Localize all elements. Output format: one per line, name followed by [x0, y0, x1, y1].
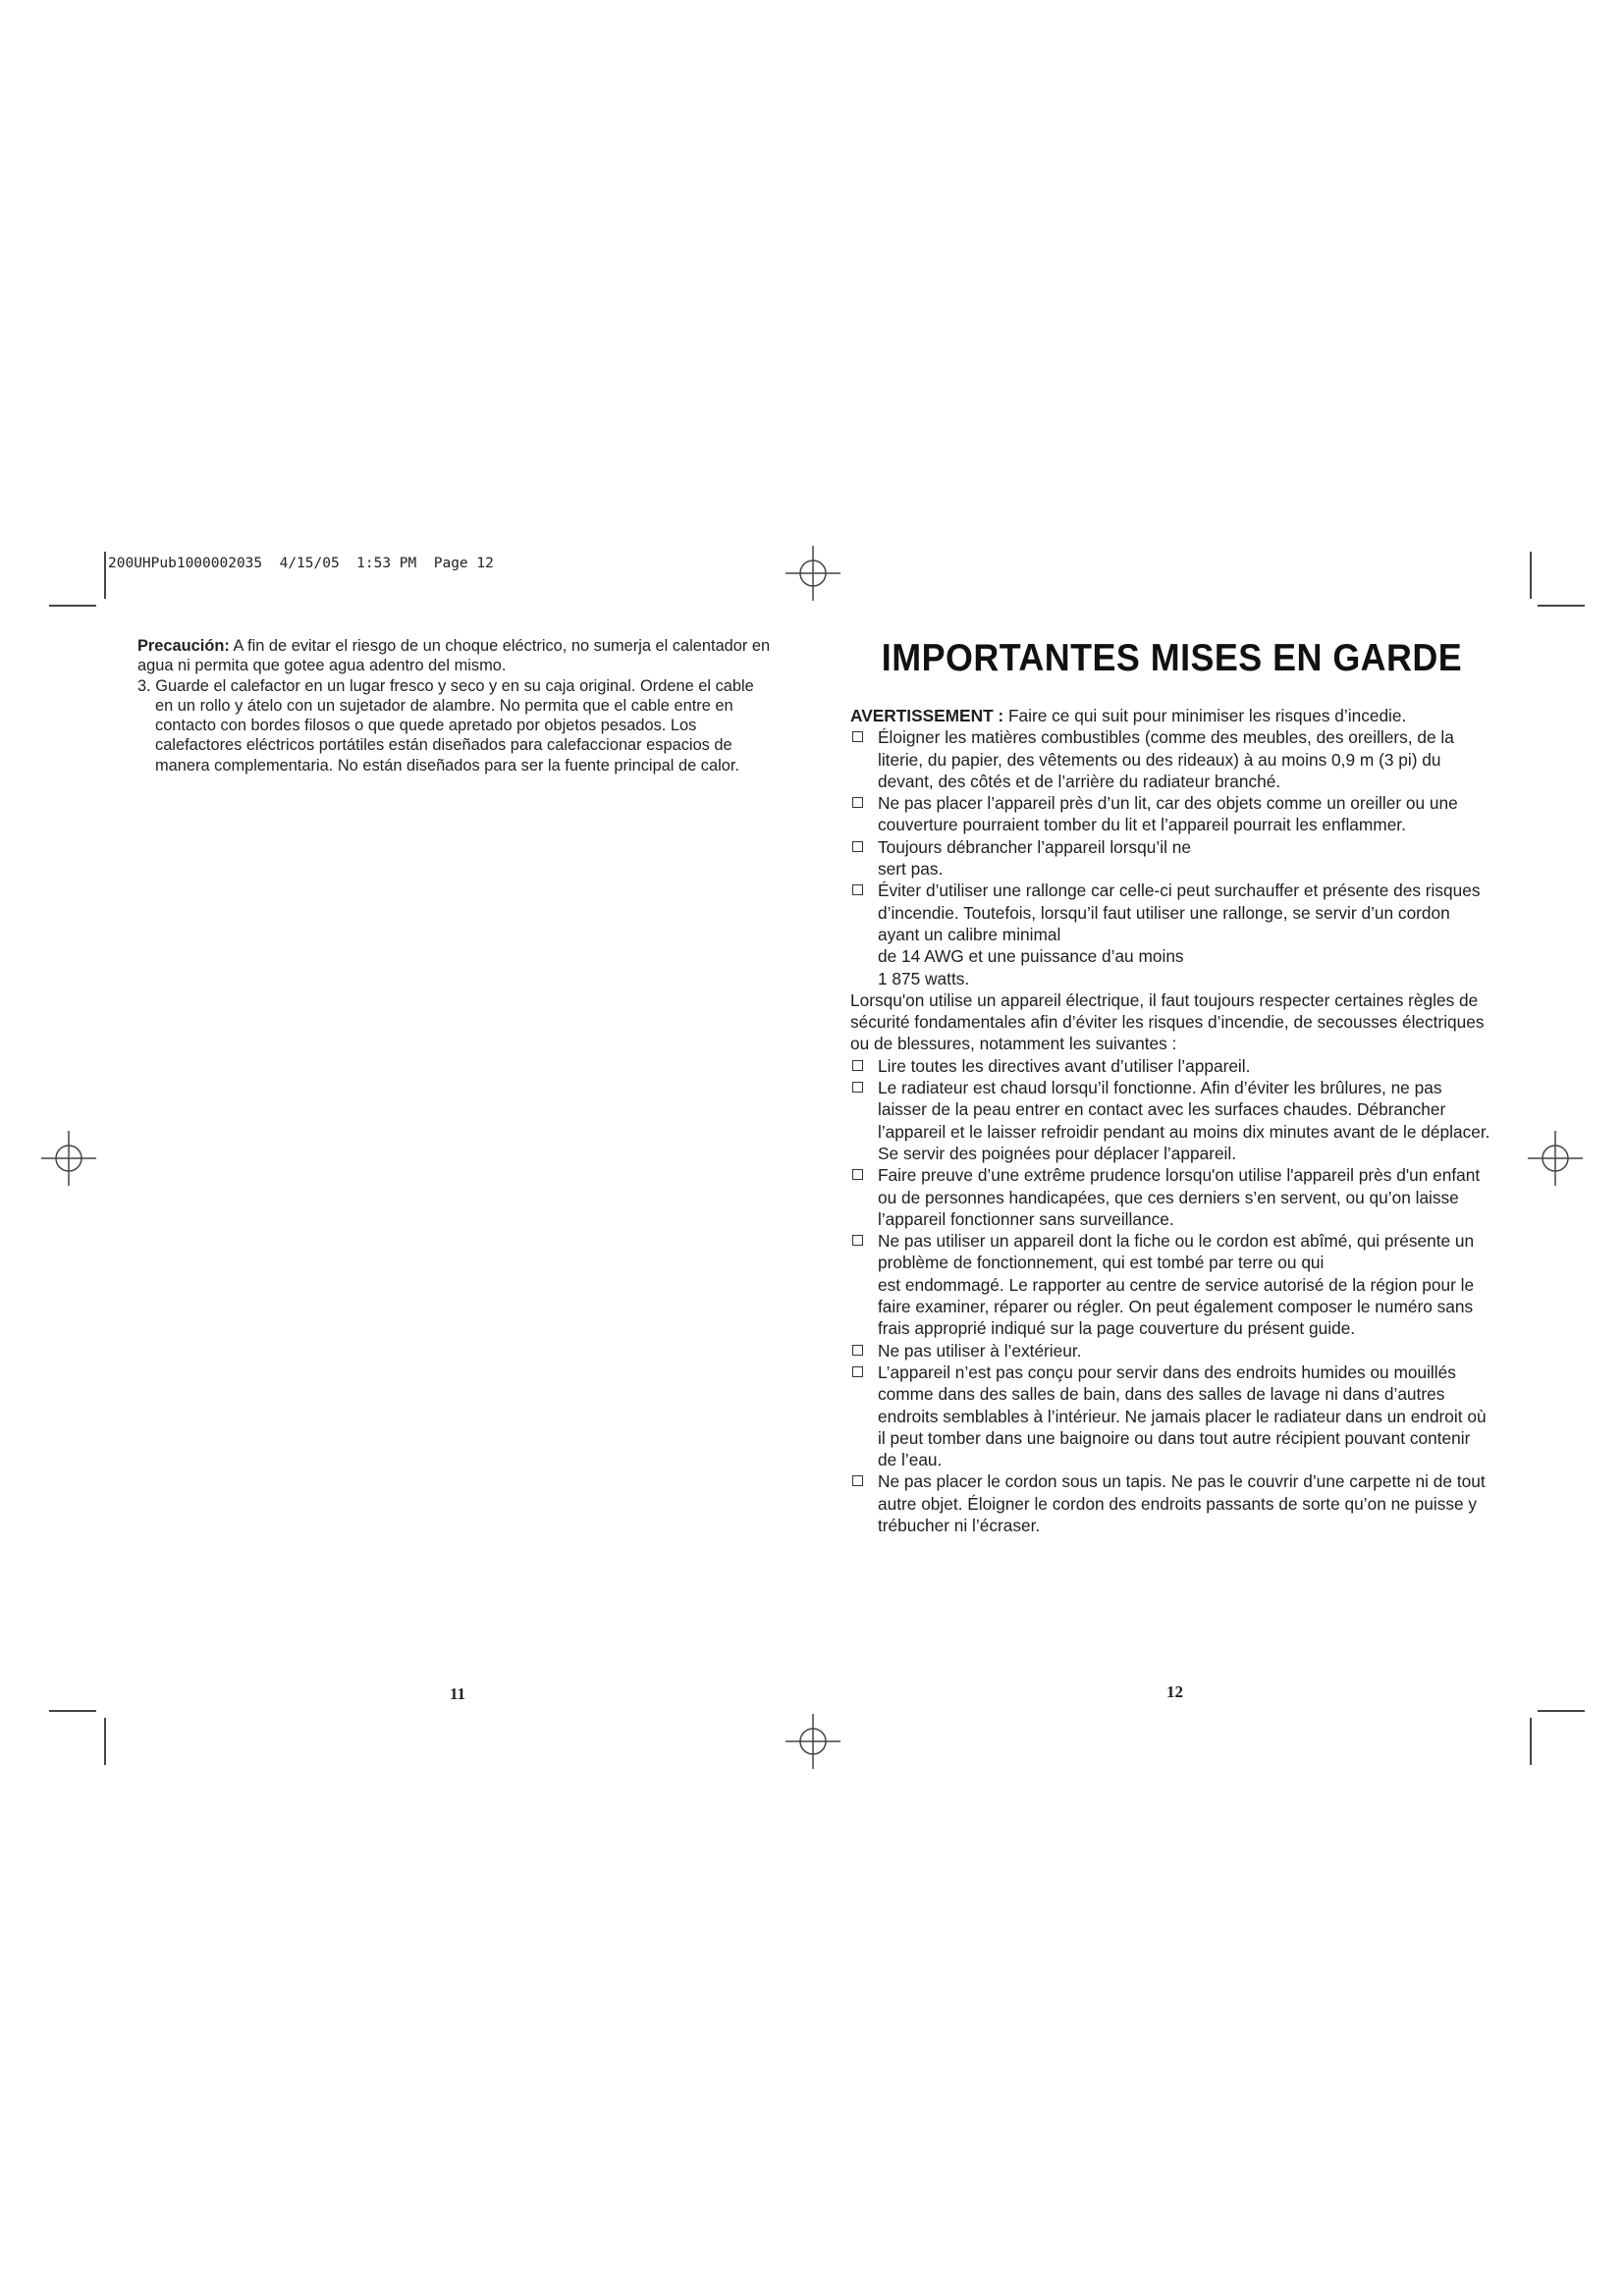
checkbox-bullet-icon [852, 841, 863, 852]
list-item-text: Le radiateur est chaud lorsqu’il fonctionne. Afin d’éviter les brûlures, ne pas laisser de la peau entrer en contact avec les surfaces chaudes. Débrancher l’appareil et le laisser refroidir pendant au moins dix minutes avant de le déplacer. Se servir des poignées pour déplacer l’appareil. [878, 1078, 1490, 1163]
crop-mark-bottom-right-vertical [1530, 1718, 1532, 1765]
caution-text: A fin de evitar el riesgo de un choque eléctrico, no sumerja el calentador en agua ni permita que gotee agua adentro del mismo. [137, 637, 771, 675]
registration-mark-top-icon [784, 544, 842, 603]
crop-mark-bottom-left-vertical [104, 1718, 106, 1765]
list-item [850, 1055, 1493, 1077]
checkbox-bullet-icon [852, 1366, 863, 1377]
checkbox-bullet-icon [852, 884, 863, 895]
registration-mark-left-icon [39, 1129, 98, 1188]
page-number-left: 11 [450, 1684, 466, 1703]
right-page-content [850, 636, 1493, 1536]
list-item-text: Ne pas utiliser à l’extérieur. [878, 1340, 1082, 1361]
print-slug: 200UHPub1000002035 4/15/05 1:53 PM Page 12 [108, 556, 494, 571]
list-item [850, 1362, 1493, 1470]
list-item [850, 880, 1493, 988]
caution-paragraph [137, 636, 774, 676]
page-number-right: 12 [1166, 1682, 1183, 1701]
list-item-text: Ne pas utiliser un appareil dont la fiche ou le cordon est abîmé, qui présente un problème de fonctionnement, qui est tombé par terre ou qui est endommagé. Le rapporter au centre de service autorisé de la région pour le faire examiner, réparer ou régler. On peut également composer le numéro sans frais approprié indiqué sur la page couverture du présent guide. [878, 1231, 1475, 1339]
crop-mark-top-left-horizontal [49, 605, 96, 607]
list-item-text: Ne pas placer le cordon sous un tapis. Ne pas le couvrir d’une carpette ni de tout autre objet. Éloigner le cordon des endroits passants de sorte qu’on ne puisse y trébucher ni l’écraser. [878, 1471, 1486, 1535]
checkbox-bullet-icon [852, 797, 863, 808]
list-item [850, 1340, 1493, 1362]
list-item [850, 1470, 1493, 1536]
list-item-text: Éviter d’utiliser une rallonge car celle-ci peut surchauffer et présente des risques d’incendie. Toutefois, lorsqu’il faut utiliser une rallonge, se servir d’un cordon ayant un calibre minimal de 14 AWG et une puissance d’au moins 1 875 watts. [878, 881, 1481, 988]
list-item-text: Lire toutes les directives avant d’utiliser l’appareil. [878, 1055, 1251, 1076]
list-item-text: Faire preuve d’une extrême prudence lorsqu'on utilise l'appareil près d'un enfant ou de personnes handicapées, que ces derniers s’en servent, ou qu’on laisse l’appareil fonctionner sans surveillance. [878, 1165, 1481, 1229]
registration-mark-right-icon [1526, 1129, 1585, 1188]
crop-mark-bottom-right-horizontal [1538, 1710, 1585, 1712]
safety-intro-paragraph: Lorsqu'on utilise un appareil électrique, il faut toujours respecter certaines règles de sécurité fondamentales afin d’éviter les risques d’incendie, de secousses électriques ou de blessures, notamment les suivantes : [850, 989, 1485, 1054]
registration-mark-bottom-icon [784, 1712, 842, 1771]
crop-mark-top-right-vertical [1530, 552, 1532, 599]
crop-mark-bottom-left-horizontal [49, 1710, 96, 1712]
list-item [850, 1230, 1493, 1339]
checkbox-bullet-icon [852, 731, 863, 742]
crop-mark-top-left-vertical [104, 552, 106, 599]
list-item-text: Toujours débrancher l’appareil lorsqu’il ne sert pas. [878, 836, 1191, 880]
list-item-text: Ne pas placer l’appareil près d’un lit, car des objets comme un oreiller ou une couverture pourraient tomber du lit et l’appareil pourrait les enflammer. [878, 793, 1458, 835]
warning-text: Faire ce qui suit pour minimiser les risques d’incedie. [1003, 706, 1407, 725]
list-item [850, 792, 1493, 836]
list-item-3: 3. Guarde el calefactor en un lugar fresco y seco y en su caja original. Ordene el cable en un rollo y átelo con un sujetador de alambre. No permita que el cable entre en contacto con bordes filosos o que quede apretado por objetos pesados. Los calefactores eléctricos portátiles están diseñados para calefaccionar espacios de manera complementaria. No están diseñados para ser la fuente principal de calor. [137, 676, 754, 774]
crop-mark-top-right-horizontal [1538, 605, 1585, 607]
list-item [850, 1164, 1493, 1230]
checkbox-bullet-icon [852, 1082, 863, 1093]
list-item-text: Éloigner les matières combustibles (comme des meubles, des oreillers, de la literie, du papier, des vêtements ou des rideaux) à au moins 0,9 m (3 pi) du devant, des côtés et de l’arrière du radiateur branché. [878, 727, 1454, 791]
list-item [850, 1077, 1493, 1164]
list-item [850, 726, 1493, 792]
caution-label: Precaución: [137, 637, 230, 655]
checkbox-bullet-icon [852, 1235, 863, 1246]
left-page-content [137, 636, 774, 775]
warning-paragraph [850, 705, 1493, 726]
checkbox-bullet-icon [852, 1169, 863, 1180]
list-item-text: L’appareil n’est pas conçu pour servir dans des endroits humides ou mouillés comme dans des salles de bain, dans des salles de lavage ni dans d’autres endroits semblables à l’intérieur. Ne jamais placer le radiateur dans un endroit où il peut tomber dans une baignoire ou dans tout autre récipient pouvant contenir de l’eau. [878, 1362, 1487, 1470]
checkbox-bullet-icon [852, 1060, 863, 1071]
checkbox-bullet-icon [852, 1345, 863, 1356]
page-title: IMPORTANTES MISES EN GARDE [881, 637, 1463, 679]
warning-label: AVERTISSEMENT : [850, 706, 1004, 725]
checkbox-bullet-icon [852, 1475, 863, 1486]
list-item [850, 836, 1493, 881]
